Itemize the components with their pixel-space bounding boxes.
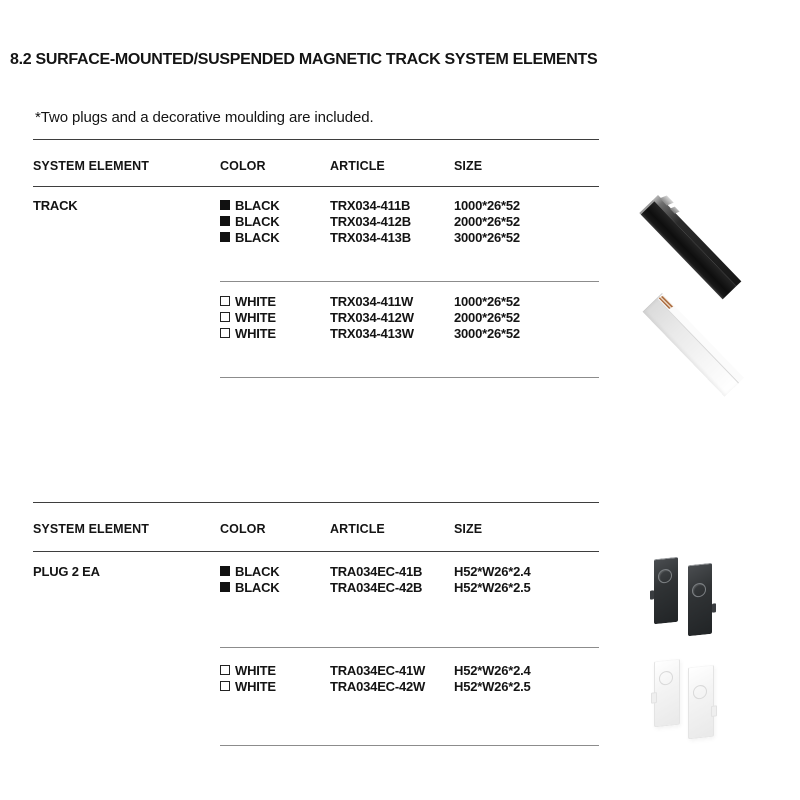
white-square-swatch: [220, 328, 230, 338]
size-cell: H52*W26*2.4: [454, 662, 531, 678]
article-cell: TRX034-411W: [330, 293, 414, 309]
included-note: *Two plugs and a decorative moulding are included.: [35, 109, 374, 126]
table-row: [33, 309, 599, 325]
size-cell: 2000*26*52: [454, 309, 520, 325]
table-top-rule: [33, 502, 599, 503]
color-label: WHITE: [235, 662, 276, 678]
color-label: BLACK: [235, 213, 280, 229]
color-label: WHITE: [235, 325, 276, 341]
plug-black-pair-render: [654, 558, 744, 650]
article-cell: TRX034-412B: [330, 213, 411, 229]
size-cell: H52*W26*2.5: [454, 579, 531, 595]
article-cell: TRA034EC-42B: [330, 579, 423, 595]
table-row: [33, 197, 599, 213]
table-row: [33, 325, 599, 341]
table-row: [33, 229, 599, 245]
group-separator-rule: [220, 281, 599, 282]
article-cell: TRA034EC-42W: [330, 678, 426, 694]
article-cell: TRX034-412W: [330, 309, 414, 325]
system-element-label: TRACK: [33, 197, 78, 213]
color-cell: [220, 580, 330, 595]
table-row: [33, 678, 599, 694]
black-square-swatch: [220, 216, 230, 226]
table-row: [33, 293, 599, 309]
size-cell: H52*W26*2.4: [454, 563, 531, 579]
header-bottom-rule: [33, 551, 599, 552]
column-header-article: ARTICLE: [330, 522, 385, 536]
column-header-size: SIZE: [454, 159, 483, 173]
article-cell: TRX034-411B: [330, 197, 411, 213]
white-square-swatch: [220, 681, 230, 691]
black-square-swatch: [220, 232, 230, 242]
plug-render: [688, 563, 712, 637]
color-cell: [220, 679, 330, 694]
color-cell: [220, 564, 330, 579]
color-label: WHITE: [235, 293, 276, 309]
color-cell: [220, 326, 330, 341]
track-profile-shape: [643, 293, 744, 397]
color-label: WHITE: [235, 678, 276, 694]
article-cell: TRX034-413B: [330, 229, 411, 245]
color-cell: [220, 214, 330, 229]
table-header-row: [33, 521, 599, 537]
table-row: [33, 563, 599, 579]
page-title: 8.2 SURFACE-MOUNTED/SUSPENDED MAGNETIC TRACK SYSTEM ELEMENTS: [10, 50, 598, 68]
size-cell: 3000*26*52: [454, 229, 520, 245]
color-label: BLACK: [235, 579, 280, 595]
color-label: BLACK: [235, 563, 280, 579]
color-cell: [220, 294, 330, 309]
black-square-swatch: [220, 582, 230, 592]
column-header-color: COLOR: [220, 522, 266, 536]
table-row: [33, 213, 599, 229]
column-header-system-element: SYSTEM ELEMENT: [33, 159, 149, 173]
column-header-system-element: SYSTEM ELEMENT: [33, 522, 149, 536]
system-element-label: PLUG 2 EA: [33, 563, 100, 579]
track-black-render: [648, 186, 768, 288]
color-cell: [220, 230, 330, 245]
column-header-size: SIZE: [454, 522, 483, 536]
column-header-article: ARTICLE: [330, 159, 385, 173]
color-label: BLACK: [235, 197, 280, 213]
table-top-rule: [33, 139, 599, 140]
track-profile-shape: [639, 195, 741, 299]
table-bottom-rule: [220, 377, 599, 378]
white-square-swatch: [220, 296, 230, 306]
table-row: [33, 579, 599, 595]
table-row: [33, 662, 599, 678]
column-header-color: COLOR: [220, 159, 266, 173]
plug-render: [654, 659, 680, 728]
size-cell: H52*W26*2.5: [454, 678, 531, 694]
color-cell: [220, 663, 330, 678]
size-cell: 1000*26*52: [454, 293, 520, 309]
table-header-row: [33, 158, 599, 174]
plug-white-pair-render: [654, 660, 744, 752]
white-square-swatch: [220, 665, 230, 675]
track-table: [33, 139, 599, 381]
black-square-swatch: [220, 566, 230, 576]
header-bottom-rule: [33, 186, 599, 187]
article-cell: TRX034-413W: [330, 325, 414, 341]
color-label: BLACK: [235, 229, 280, 245]
table-bottom-rule: [220, 745, 599, 746]
plug-table: [33, 502, 599, 750]
article-cell: TRA034EC-41B: [330, 563, 423, 579]
track-white-render: [648, 287, 768, 387]
plug-render: [688, 665, 714, 740]
color-cell: [220, 310, 330, 325]
plug-render: [654, 557, 678, 625]
color-cell: [220, 198, 330, 213]
size-cell: 1000*26*52: [454, 197, 520, 213]
size-cell: 3000*26*52: [454, 325, 520, 341]
size-cell: 2000*26*52: [454, 213, 520, 229]
black-square-swatch: [220, 200, 230, 210]
white-square-swatch: [220, 312, 230, 322]
article-cell: TRA034EC-41W: [330, 662, 426, 678]
group-separator-rule: [220, 647, 599, 648]
color-label: WHITE: [235, 309, 276, 325]
